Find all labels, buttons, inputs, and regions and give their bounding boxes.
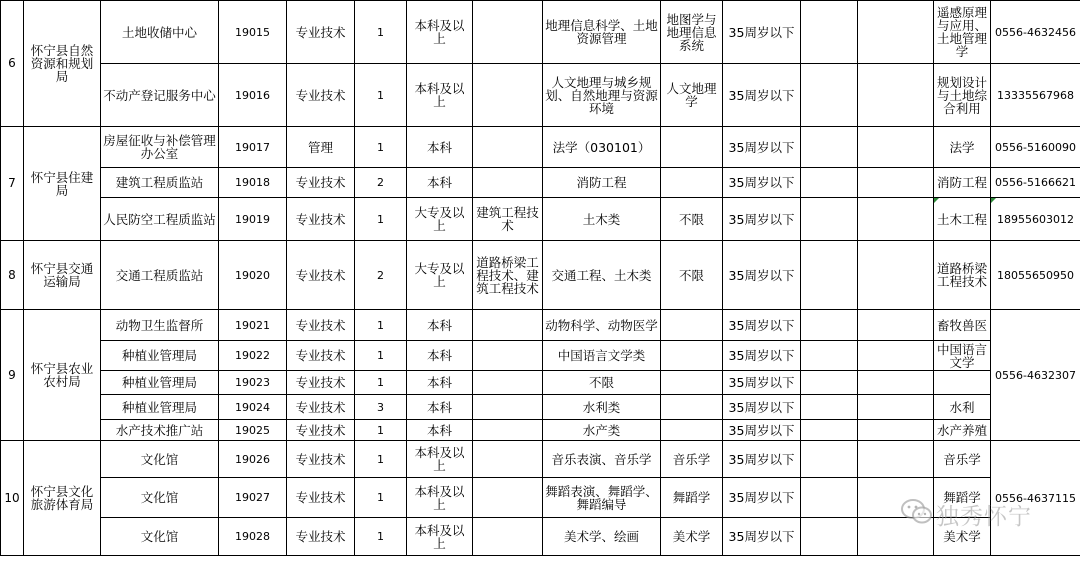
dept-cell: 怀宁县交通运输局: [24, 241, 101, 310]
table-row: [1, 64, 1080, 127]
age-cell: 35周岁以下: [723, 310, 801, 341]
code-cell: 19016: [219, 64, 287, 127]
education-cell: 本科: [407, 310, 473, 341]
code-cell: 19023: [219, 371, 287, 395]
category-cell: 专业技术: [287, 420, 355, 441]
bachelor-major-cell: 舞蹈表演、舞蹈学、舞蹈编导: [543, 478, 661, 518]
category-cell: 专业技术: [287, 518, 355, 556]
other-major-cell: 规划设计与土地综合利用: [934, 64, 991, 127]
master-major-cell: 人文地理学: [661, 64, 723, 127]
junior-major-cell: [473, 341, 543, 371]
other-major-cell: [934, 371, 991, 395]
education-cell: 本科: [407, 341, 473, 371]
junior-major-cell: [473, 1, 543, 64]
education-cell: 本科及以上: [407, 64, 473, 127]
other-major-cell: 水产养殖: [934, 420, 991, 441]
code-cell: 19026: [219, 441, 287, 478]
education-cell: 本科: [407, 371, 473, 395]
blank-cell: [858, 395, 934, 420]
count-cell: 1: [355, 420, 407, 441]
master-major-cell: 不限: [661, 241, 723, 310]
blank-cell: [801, 518, 858, 556]
age-cell: 35周岁以下: [723, 1, 801, 64]
blank-cell: [801, 241, 858, 310]
age-cell: 35周岁以下: [723, 241, 801, 310]
blank-cell: [858, 518, 934, 556]
education-cell: 大专及以上: [407, 198, 473, 241]
phone-cell: 0556-4632456: [991, 1, 1080, 64]
unit-cell: 种植业管理局: [101, 395, 219, 420]
master-major-cell: [661, 371, 723, 395]
phone-cell: 0556-4637115: [991, 441, 1080, 556]
phone-cell: 18055650950: [991, 241, 1080, 310]
blank-cell: [858, 310, 934, 341]
count-cell: 2: [355, 241, 407, 310]
code-cell: 19021: [219, 310, 287, 341]
count-cell: 1: [355, 198, 407, 241]
other-major-cell: 法学: [934, 127, 991, 168]
seq-cell: 10: [1, 441, 24, 556]
category-cell: 专业技术: [287, 64, 355, 127]
count-cell: 1: [355, 518, 407, 556]
phone-cell: 0556-5160090: [991, 127, 1080, 168]
count-cell: 1: [355, 64, 407, 127]
category-cell: 专业技术: [287, 310, 355, 341]
code-cell: 19020: [219, 241, 287, 310]
master-major-cell: 音乐学: [661, 441, 723, 478]
count-cell: 1: [355, 341, 407, 371]
table-row: [1, 198, 1080, 241]
blank-cell: [858, 64, 934, 127]
other-major-cell: 中国语言文学: [934, 341, 991, 371]
master-major-cell: [661, 420, 723, 441]
age-cell: 35周岁以下: [723, 420, 801, 441]
seq-cell: 8: [1, 241, 24, 310]
unit-cell: 种植业管理局: [101, 341, 219, 371]
blank-cell: [858, 478, 934, 518]
education-cell: 本科及以上: [407, 518, 473, 556]
unit-cell: 动物卫生监督所: [101, 310, 219, 341]
unit-cell: 房屋征收与补偿管理办公室: [101, 127, 219, 168]
blank-cell: [801, 1, 858, 64]
bachelor-major-cell: 法学（030101）: [543, 127, 661, 168]
blank-cell: [801, 441, 858, 478]
bachelor-major-cell: 美术学、绘画: [543, 518, 661, 556]
blank-cell: [858, 420, 934, 441]
age-cell: 35周岁以下: [723, 441, 801, 478]
age-cell: 35周岁以下: [723, 478, 801, 518]
table-row: [1, 395, 1080, 420]
count-cell: 2: [355, 168, 407, 198]
junior-major-cell: [473, 420, 543, 441]
blank-cell: [858, 127, 934, 168]
junior-major-cell: [473, 127, 543, 168]
master-major-cell: [661, 310, 723, 341]
blank-cell: [801, 420, 858, 441]
other-major-cell: 遥感原理与应用、土地管理学: [934, 1, 991, 64]
other-major-cell: 畜牧兽医: [934, 310, 991, 341]
junior-major-cell: [473, 64, 543, 127]
blank-cell: [858, 168, 934, 198]
code-cell: 19017: [219, 127, 287, 168]
education-cell: 本科: [407, 127, 473, 168]
blank-cell: [801, 198, 858, 241]
bachelor-major-cell: 交通工程、土木类: [543, 241, 661, 310]
bachelor-major-cell: 水产类: [543, 420, 661, 441]
count-cell: 1: [355, 441, 407, 478]
blank-cell: [858, 371, 934, 395]
bachelor-major-cell: 不限: [543, 371, 661, 395]
education-cell: 本科及以上: [407, 1, 473, 64]
phone-cell: 0556-5166621: [991, 168, 1080, 198]
unit-cell: 文化馆: [101, 518, 219, 556]
bachelor-major-cell: 动物科学、动物医学: [543, 310, 661, 341]
education-cell: 本科及以上: [407, 441, 473, 478]
unit-cell: 种植业管理局: [101, 371, 219, 395]
blank-cell: [858, 198, 934, 241]
dept-cell: 怀宁县文化旅游体育局: [24, 441, 101, 556]
count-cell: 1: [355, 310, 407, 341]
code-cell: 19027: [219, 478, 287, 518]
age-cell: 35周岁以下: [723, 395, 801, 420]
blank-cell: [801, 341, 858, 371]
category-cell: 专业技术: [287, 441, 355, 478]
count-cell: 1: [355, 127, 407, 168]
code-cell: 19024: [219, 395, 287, 420]
age-cell: 35周岁以下: [723, 168, 801, 198]
other-major-cell: 消防工程: [934, 168, 991, 198]
seq-cell: 6: [1, 1, 24, 127]
category-cell: 专业技术: [287, 478, 355, 518]
junior-major-cell: [473, 310, 543, 341]
table-row: [1, 168, 1080, 198]
category-cell: 专业技术: [287, 371, 355, 395]
junior-major-cell: 建筑工程技术: [473, 198, 543, 241]
blank-cell: [858, 1, 934, 64]
junior-major-cell: [473, 395, 543, 420]
education-cell: 大专及以上: [407, 241, 473, 310]
age-cell: 35周岁以下: [723, 518, 801, 556]
seq-cell: 9: [1, 310, 24, 441]
unit-cell: 人民防空工程质监站: [101, 198, 219, 241]
category-cell: 专业技术: [287, 1, 355, 64]
junior-major-cell: [473, 168, 543, 198]
table-row: [1, 310, 1080, 341]
code-cell: 19018: [219, 168, 287, 198]
table-row: [1, 371, 1080, 395]
age-cell: 35周岁以下: [723, 64, 801, 127]
other-major-cell: 道路桥梁工程技术: [934, 241, 991, 310]
age-cell: 35周岁以下: [723, 127, 801, 168]
other-major-cell: 舞蹈学: [934, 478, 991, 518]
code-cell: 19019: [219, 198, 287, 241]
code-cell: 19028: [219, 518, 287, 556]
age-cell: 35周岁以下: [723, 198, 801, 241]
other-major-cell: 土木工程: [934, 198, 991, 241]
category-cell: 专业技术: [287, 168, 355, 198]
count-cell: 1: [355, 478, 407, 518]
junior-major-cell: [473, 518, 543, 556]
unit-cell: 建筑工程质监站: [101, 168, 219, 198]
code-cell: 19015: [219, 1, 287, 64]
category-cell: 专业技术: [287, 341, 355, 371]
blank-cell: [858, 341, 934, 371]
blank-cell: [858, 441, 934, 478]
table-row: [1, 441, 1080, 478]
table-row: [1, 518, 1080, 556]
unit-cell: 土地收储中心: [101, 1, 219, 64]
education-cell: 本科: [407, 420, 473, 441]
table-row: [1, 127, 1080, 168]
other-major-cell: 音乐学: [934, 441, 991, 478]
master-major-cell: [661, 395, 723, 420]
bachelor-major-cell: 消防工程: [543, 168, 661, 198]
blank-cell: [801, 168, 858, 198]
bachelor-major-cell: 地理信息科学、土地资源管理: [543, 1, 661, 64]
blank-cell: [801, 478, 858, 518]
dept-cell: 怀宁县农业农村局: [24, 310, 101, 441]
blank-cell: [801, 64, 858, 127]
blank-cell: [801, 310, 858, 341]
master-major-cell: 不限: [661, 198, 723, 241]
junior-major-cell: [473, 478, 543, 518]
education-cell: 本科: [407, 168, 473, 198]
category-cell: 专业技术: [287, 241, 355, 310]
category-cell: 专业技术: [287, 395, 355, 420]
junior-major-cell: [473, 441, 543, 478]
count-cell: 3: [355, 395, 407, 420]
seq-cell: 7: [1, 127, 24, 241]
master-major-cell: [661, 341, 723, 371]
master-major-cell: [661, 127, 723, 168]
other-major-cell: 美术学: [934, 518, 991, 556]
bachelor-major-cell: 土木类: [543, 198, 661, 241]
unit-cell: 文化馆: [101, 441, 219, 478]
blank-cell: [801, 395, 858, 420]
blank-cell: [801, 371, 858, 395]
other-major-cell: 水利: [934, 395, 991, 420]
table-row: [1, 241, 1080, 310]
category-cell: 专业技术: [287, 198, 355, 241]
count-cell: 1: [355, 371, 407, 395]
table-row: [1, 478, 1080, 518]
phone-cell: 18955603012: [991, 198, 1080, 241]
dept-cell: 怀宁县住建局: [24, 127, 101, 241]
bachelor-major-cell: 音乐表演、音乐学: [543, 441, 661, 478]
master-major-cell: 地图学与地理信息系统: [661, 1, 723, 64]
bachelor-major-cell: 水利类: [543, 395, 661, 420]
junior-major-cell: [473, 371, 543, 395]
category-cell: 管理: [287, 127, 355, 168]
dept-cell: 怀宁县自然资源和规划局: [24, 1, 101, 127]
blank-cell: [801, 127, 858, 168]
phone-cell: 0556-4632307: [991, 310, 1080, 441]
code-cell: 19022: [219, 341, 287, 371]
age-cell: 35周岁以下: [723, 371, 801, 395]
age-cell: 35周岁以下: [723, 341, 801, 371]
master-major-cell: [661, 168, 723, 198]
code-cell: 19025: [219, 420, 287, 441]
table-row: [1, 1, 1080, 64]
count-cell: 1: [355, 1, 407, 64]
unit-cell: 不动产登记服务中心: [101, 64, 219, 127]
master-major-cell: 美术学: [661, 518, 723, 556]
watermark-text: 独秀怀宁: [936, 504, 1032, 530]
bachelor-major-cell: 中国语言文学类: [543, 341, 661, 371]
blank-cell: [858, 241, 934, 310]
master-major-cell: 舞蹈学: [661, 478, 723, 518]
education-cell: 本科及以上: [407, 478, 473, 518]
junior-major-cell: 道路桥梁工程技术、建筑工程技术: [473, 241, 543, 310]
bachelor-major-cell: 人文地理与城乡规划、自然地理与资源环境: [543, 64, 661, 127]
unit-cell: 文化馆: [101, 478, 219, 518]
education-cell: 本科: [407, 395, 473, 420]
phone-cell: 13335567968: [991, 64, 1080, 127]
unit-cell: 水产技术推广站: [101, 420, 219, 441]
table-row: [1, 420, 1080, 441]
table-row: [1, 341, 1080, 371]
unit-cell: 交通工程质监站: [101, 241, 219, 310]
